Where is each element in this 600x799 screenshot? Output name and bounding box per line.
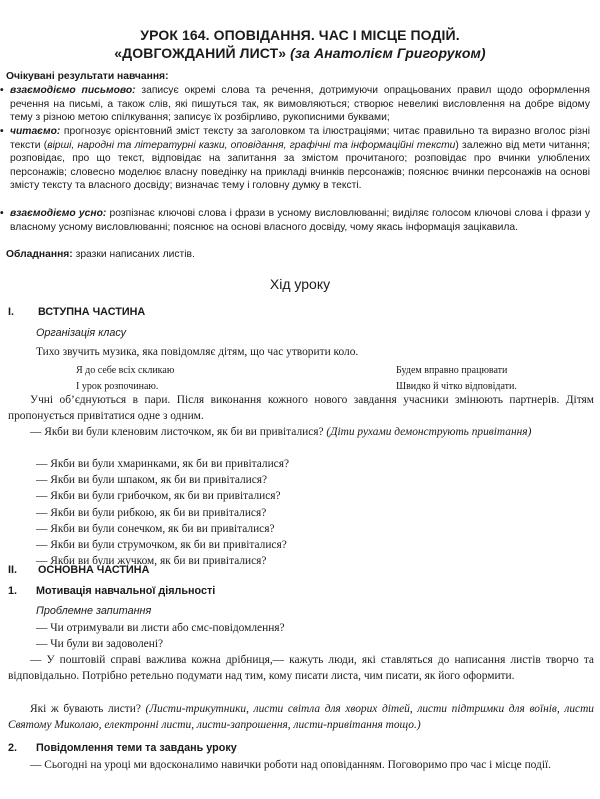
music-note: Тихо звучить музика, яка повідомляє дітям, що час утворити коло. (36, 346, 359, 358)
equipment (6, 248, 596, 262)
equipment-text: зразки написаних листів. (72, 249, 195, 260)
problem-question-subtitle: Проблемне запитання (36, 605, 152, 617)
lesson-title: УРОК 164. ОПОВІДАННЯ. ЧАС І МІСЦЕ ПОДІЙ. (140, 27, 460, 43)
poem-left (76, 363, 174, 396)
greeting-question: — Якби ви були грибочком, як би ви привіталися? (36, 490, 281, 502)
letter-types-answer: (Листи-трикутники, листи світла для хворих дітей, листи підтримки для воїнів, листи Святому Миколаю, електронні листи, листи-запрошення, листи-привітання тощо.) (8, 703, 594, 732)
bullet-icon: • (0, 208, 4, 219)
section-1-heading (8, 306, 145, 318)
greeting-question: — Якби ви були сонечком, як би ви привіталися? (36, 523, 275, 535)
subsection-2-heading (8, 742, 237, 754)
greeting-question: — Якби ви були жучком, як би ви привіталися? (36, 555, 267, 567)
greeting-question: — Якби ви були хмаринками, як би ви привіталися? (36, 458, 290, 470)
objective-key: взаємодіємо усно: (10, 208, 107, 219)
greeting-question: — Якби ви були рибкою, як би ви привіталися? (36, 507, 267, 519)
greeting-paragraph (8, 424, 594, 440)
section-2-heading (8, 564, 149, 576)
objective-text: ) залежно від мети читання; розповідає, про що текст, відповідає на запитання за змістом прочитаного; розповідає про вчинки улюблених персонажів; словесно моделює власну поведінку на прикладі вчинків персонажів; пояснює вчинки персонажів на основі змісту тексту та власного досвіду; визначає тему і головну думку в тексті. (10, 139, 590, 192)
objective-text: розпізнає ключові слова і фрази в усному висловлюванні; виділяє голосом ключові слова і фрази у власному усному висловлюванні; пояснює на основі власного досвіду, чому якась інформація зацікавила. (10, 208, 591, 233)
objective-reading (0, 125, 590, 193)
problem-question: — Чи отримували ви листи або смс-повідомлення? (36, 622, 285, 634)
greeting-question: — Якби ви були шпаком, як би ви привіталися? (36, 474, 268, 486)
greeting-question: — Якби ви були кленовим листочком, як би ви привіталися? (30, 426, 327, 438)
story-name: «ДОВГОЖДАНИЙ ЛИСТ» (114, 45, 287, 61)
objective-speaking (0, 207, 591, 234)
subsection-number: 1. (8, 585, 18, 597)
objective-text: прогнозує орієнтовний зміст тексту за заголовком та ілюстраціями; читає правильно та виразно вголос різні тексти ( (10, 126, 590, 151)
poem-line: Я до себе всіх скликаю (76, 365, 175, 376)
greeting-note: (Діти рухами демонструють привітання) (326, 426, 532, 438)
section-title: ВСТУПНА ЧАСТИНА (38, 306, 146, 318)
subsection-number: 2. (8, 742, 18, 754)
equipment-label: Обладнання: (6, 249, 73, 260)
objective-text: записує окремі слова та речення, дотримуючи опрацьованих правил щодо оформлення речення на письмі, а також слів, які пишуться так, як вимовляються; створює невеликі висловлення на добре відому тему з різною метою спілкування; записує їх розбірливо, рукописними буквами; (10, 85, 590, 124)
section-title: ОСНОВНА ЧАСТИНА (38, 564, 150, 576)
greeting-question: — Якби ви були струмочком, як би ви привіталися? (36, 539, 287, 551)
postal-paragraph: — У поштовій справі важлива кожна дрібниця,— кажуть люди, які ставляться до написання листів творчо та відповідально. Потрібно ретельно подумати над тим, кому писати листа, чим писати, як його оформити. (8, 654, 594, 683)
subsection-title: Мотивація навчальної діяльності (36, 585, 216, 597)
poem-right (396, 363, 517, 396)
letter-types-question: Які ж бувають листи? (30, 703, 146, 715)
objective-key: читаємо: (10, 126, 61, 137)
poem-line: Будем вправно працювати (396, 365, 508, 376)
subsection-title: Повідомлення теми та завдань уроку (36, 742, 237, 754)
objective-text-italic: вірші, народні та літературні казки, оповідання, графічні та інформаційні тексти (47, 139, 456, 151)
lesson-topic-paragraph: — Сьогодні на уроці ми вдосконалимо навички роботи над оповіданням. Поговоримо про час і місце події. (30, 759, 552, 771)
subsection-1-heading (8, 585, 215, 597)
poem-line: І урок розпочинаю. (76, 381, 159, 393)
story-title (0, 44, 600, 62)
section-number: II. (8, 564, 17, 576)
objective-writing (0, 84, 590, 125)
bullet-icon: • (0, 85, 4, 96)
objectives-heading: Очікувані результати навчання: (6, 71, 169, 82)
objective-key: взаємодіємо письмово: (10, 85, 136, 96)
class-organization-subtitle: Організація класу (36, 327, 127, 339)
letter-types-paragraph (8, 701, 594, 733)
lesson-heading: Хід уроку (269, 276, 331, 292)
problem-question: — Чи були ви задоволені? (36, 638, 164, 650)
story-author: (за Анатолієм Григоруком) (290, 45, 486, 61)
poem-line: Швидко й чітко відповідати. (396, 381, 517, 393)
section-number: I. (8, 306, 14, 318)
pairs-paragraph: Учні об’єднуються в пари. Після виконання кожного нового завдання учасники змінюють партнерів. Дітям пропонується привітатися одне з одним. (8, 394, 594, 423)
bullet-icon: • (0, 126, 4, 137)
